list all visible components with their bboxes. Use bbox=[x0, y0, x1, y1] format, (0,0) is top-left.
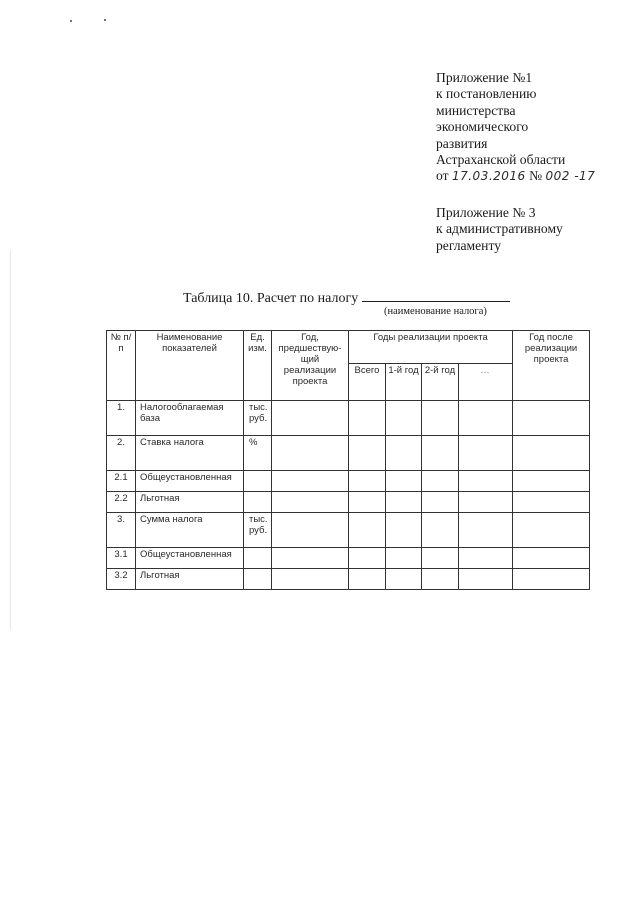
col-header-year1: 1-й год bbox=[386, 364, 422, 401]
table-row bbox=[107, 513, 590, 548]
handwritten-number: 002 -17 bbox=[545, 169, 596, 184]
appendix-line: развития bbox=[436, 135, 488, 151]
blank-fill-line bbox=[362, 289, 510, 302]
appendix-line: регламенту bbox=[436, 237, 502, 253]
row-name: Общеустановленная bbox=[136, 471, 244, 492]
row-unit bbox=[244, 492, 272, 513]
tax-calculation-table bbox=[106, 330, 590, 590]
value-cell bbox=[386, 548, 422, 569]
table-row bbox=[107, 401, 590, 436]
row-name: Льготная bbox=[136, 569, 244, 590]
row-number: 2.1 bbox=[107, 471, 136, 492]
value-cell bbox=[386, 436, 422, 471]
value-cell bbox=[422, 513, 459, 548]
handwritten-date: 17.03.2016 bbox=[451, 169, 526, 184]
value-cell bbox=[386, 401, 422, 436]
appendix-line: экономического bbox=[436, 119, 529, 135]
row-number: 2.2 bbox=[107, 492, 136, 513]
value-cell bbox=[386, 513, 422, 548]
value-cell bbox=[459, 569, 513, 590]
value-cell bbox=[386, 471, 422, 492]
row-number: 3.2 bbox=[107, 569, 136, 590]
value-cell bbox=[422, 401, 459, 436]
value-cell bbox=[422, 492, 459, 513]
row-number: 1. bbox=[107, 401, 136, 436]
value-cell bbox=[513, 569, 590, 590]
order-line bbox=[436, 168, 636, 184]
col-header-years-group: Годы реализации проекта bbox=[349, 331, 513, 364]
value-cell bbox=[459, 401, 513, 436]
appendix-line: к постановлению bbox=[436, 86, 537, 102]
appendix-1-block bbox=[436, 70, 636, 185]
row-name: Общеустановленная bbox=[136, 548, 244, 569]
table-row bbox=[107, 569, 590, 590]
value-cell bbox=[272, 436, 349, 471]
row-name: Ставка налога bbox=[136, 436, 244, 471]
table-row bbox=[107, 492, 590, 513]
scan-speck bbox=[104, 19, 106, 21]
value-cell bbox=[513, 401, 590, 436]
value-cell bbox=[349, 401, 386, 436]
row-unit: тыс. руб. bbox=[244, 513, 272, 548]
scan-edge bbox=[10, 250, 11, 630]
value-cell bbox=[422, 569, 459, 590]
value-cell bbox=[386, 492, 422, 513]
col-header-unit: Ед. изм. bbox=[244, 331, 272, 401]
col-header-year2: 2-й год bbox=[422, 364, 459, 401]
table-row bbox=[107, 471, 590, 492]
row-unit: тыс. руб. bbox=[244, 401, 272, 436]
row-unit bbox=[244, 471, 272, 492]
row-unit bbox=[244, 548, 272, 569]
value-cell bbox=[513, 513, 590, 548]
value-cell bbox=[272, 492, 349, 513]
col-header-ellipsis: … bbox=[459, 364, 513, 401]
appendix-line: Астраханской области bbox=[436, 152, 566, 168]
value-cell bbox=[349, 492, 386, 513]
value-cell bbox=[459, 492, 513, 513]
value-cell bbox=[459, 471, 513, 492]
value-cell bbox=[459, 513, 513, 548]
row-name: Налогооблагаемая база bbox=[136, 401, 244, 436]
appendix-line: Приложение № 3 bbox=[436, 205, 536, 220]
value-cell bbox=[422, 471, 459, 492]
row-unit bbox=[244, 569, 272, 590]
col-header-num: № п/п bbox=[107, 331, 136, 401]
row-number: 2. bbox=[107, 436, 136, 471]
value-cell bbox=[513, 436, 590, 471]
col-header-name: Наименование показателей bbox=[136, 331, 244, 401]
value-cell bbox=[422, 548, 459, 569]
order-prefix: от bbox=[436, 168, 449, 184]
col-header-prev-year: Год, предшествую-щий реализации проекта bbox=[272, 331, 349, 401]
value-cell bbox=[513, 471, 590, 492]
table-caption bbox=[183, 289, 510, 307]
col-header-after-year: Год после реализации проекта bbox=[513, 331, 590, 401]
value-cell bbox=[513, 492, 590, 513]
table-row bbox=[107, 436, 590, 471]
scan-speck bbox=[70, 20, 72, 22]
appendix-line: к административному bbox=[436, 221, 563, 237]
value-cell bbox=[349, 513, 386, 548]
value-cell bbox=[272, 569, 349, 590]
value-cell bbox=[272, 548, 349, 569]
row-number: 3. bbox=[107, 513, 136, 548]
value-cell bbox=[272, 401, 349, 436]
value-cell bbox=[459, 436, 513, 471]
appendix-line: Приложение №1 bbox=[436, 70, 533, 85]
appendix-3-block bbox=[436, 205, 636, 254]
order-number-sign: № bbox=[529, 168, 543, 184]
caption-subtitle: (наименование налога) bbox=[384, 306, 487, 317]
caption-title: Таблица 10. Расчет по налогу bbox=[183, 291, 359, 306]
appendix-line: министерства bbox=[436, 102, 516, 118]
value-cell bbox=[459, 548, 513, 569]
value-cell bbox=[386, 569, 422, 590]
value-cell bbox=[349, 436, 386, 471]
value-cell bbox=[513, 548, 590, 569]
value-cell bbox=[422, 436, 459, 471]
col-header-total: Всего bbox=[349, 364, 386, 401]
value-cell bbox=[349, 569, 386, 590]
value-cell bbox=[349, 471, 386, 492]
row-number: 3.1 bbox=[107, 548, 136, 569]
value-cell bbox=[349, 548, 386, 569]
row-name: Льготная bbox=[136, 492, 244, 513]
row-unit: % bbox=[244, 436, 272, 471]
value-cell bbox=[272, 513, 349, 548]
table-row bbox=[107, 548, 590, 569]
row-name: Сумма налога bbox=[136, 513, 244, 548]
header-row bbox=[107, 331, 590, 364]
value-cell bbox=[272, 471, 349, 492]
